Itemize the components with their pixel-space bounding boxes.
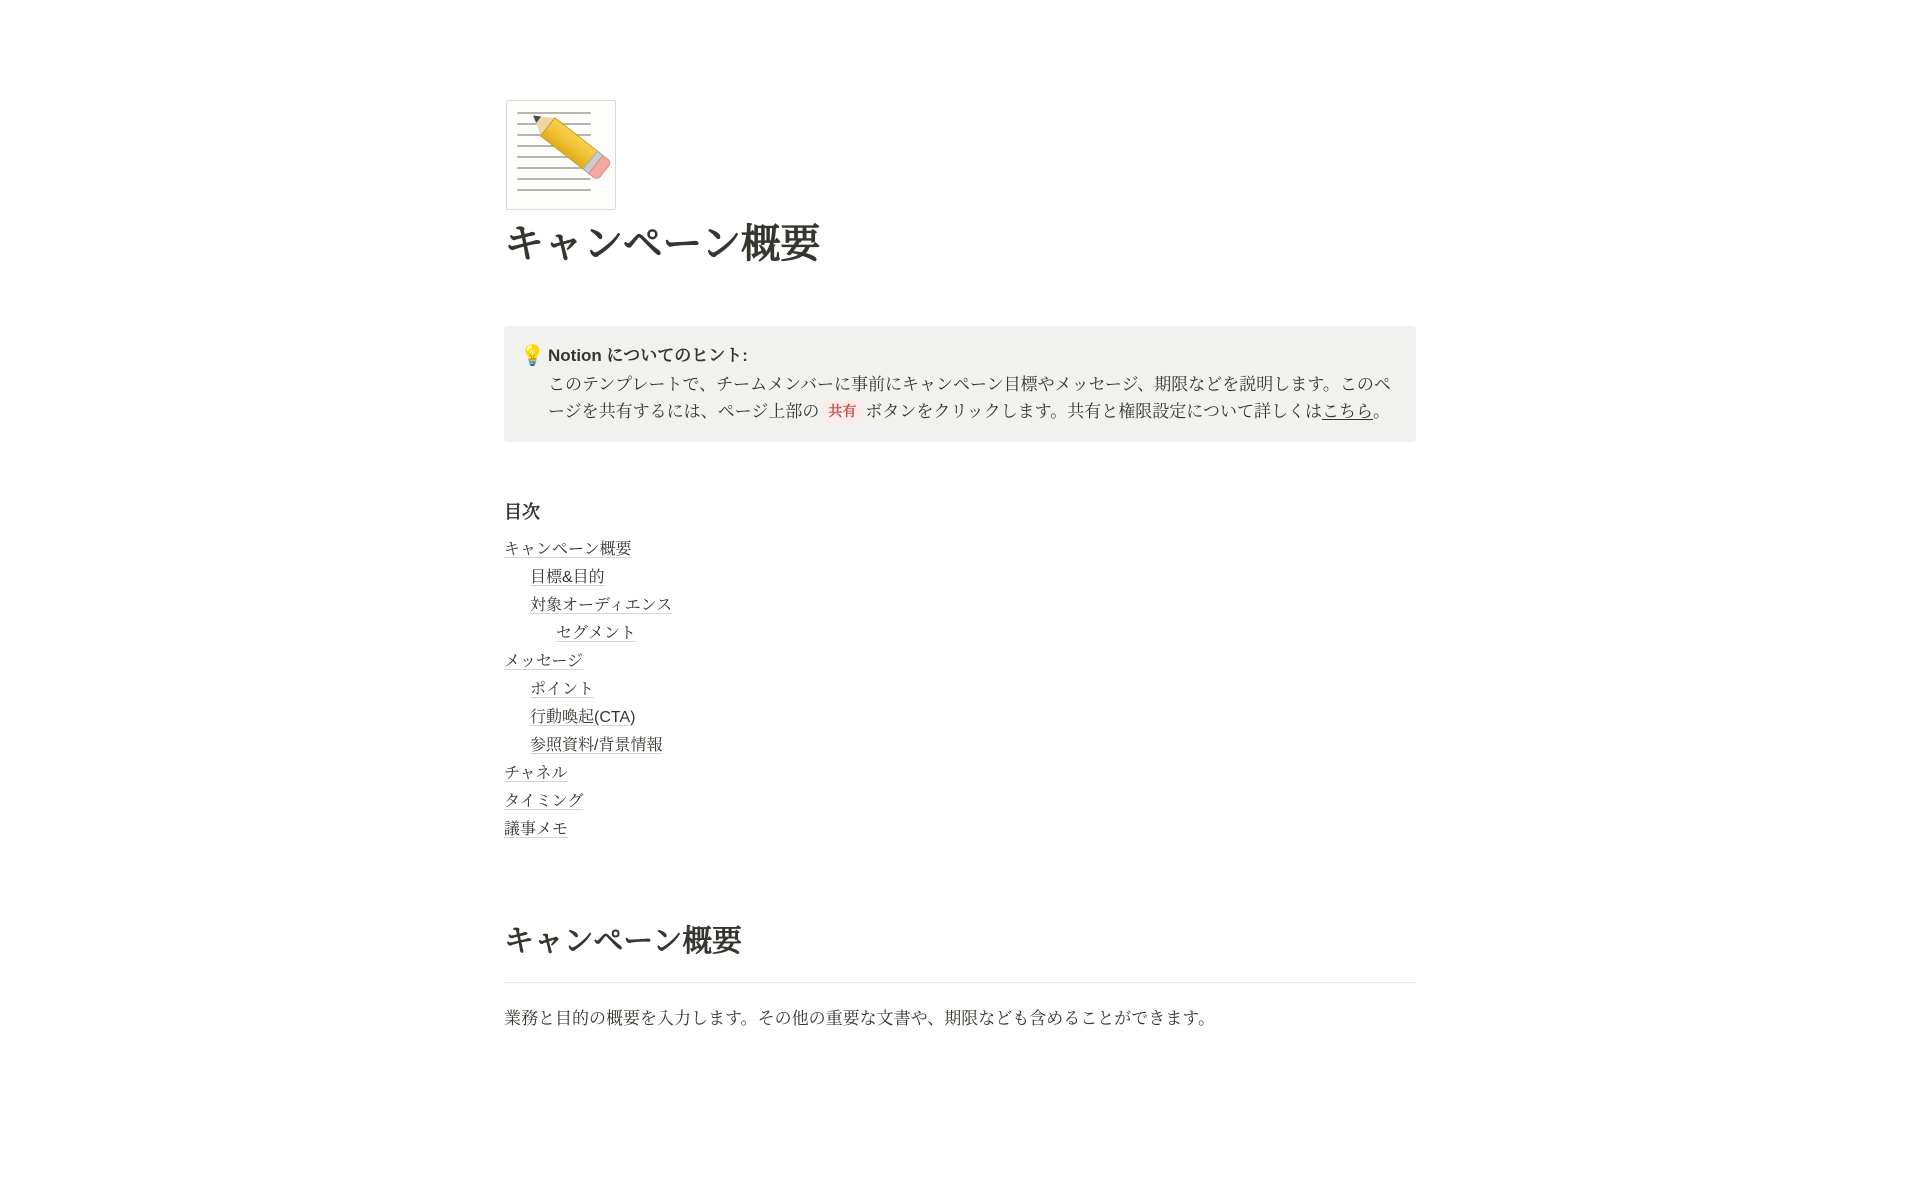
callout-heading: Notion についてのヒント: bbox=[548, 346, 748, 365]
notion-tip-callout bbox=[504, 326, 1416, 442]
page-title: キャンペーン概要 bbox=[504, 222, 820, 266]
toc-heading: 目次 bbox=[504, 501, 540, 522]
toc-item-cta[interactable]: 行動喚起(CTA) bbox=[530, 708, 636, 726]
toc-item-meeting-notes[interactable]: 議事メモ bbox=[504, 820, 569, 838]
callout-text-2: ボタンをクリックします。共有と権限設定について詳しくは bbox=[865, 402, 1322, 422]
section-divider bbox=[504, 982, 1416, 983]
callout-text-1: このテンプレートで、チームメンバーに事前にキャンペーン目標やメッセージ、期限などを説明します。このページを共有するには、ページ上部の bbox=[548, 374, 1391, 422]
section-paragraph: 業務と目的の概要を入力します。その他の重要な文書や、期限なども含めることができます。 bbox=[504, 1008, 1215, 1028]
toc-item-references[interactable]: 参照資料/背景情報 bbox=[530, 736, 663, 754]
toc-item-points[interactable]: ポイント bbox=[530, 680, 595, 698]
callout-body bbox=[548, 342, 1400, 426]
toc-item-message[interactable]: メッセージ bbox=[504, 652, 584, 670]
toc-item-target-audience[interactable]: 対象オーディエンス bbox=[530, 596, 673, 614]
lightbulb-icon: 💡 bbox=[520, 343, 545, 367]
memo-pencil-icon[interactable] bbox=[506, 100, 616, 210]
page-content bbox=[504, 0, 1416, 1032]
table-of-contents bbox=[504, 536, 1416, 844]
toc-item-segment[interactable]: セグメント bbox=[556, 624, 636, 642]
toc-item-channels[interactable]: チャネル bbox=[504, 764, 568, 782]
toc-item-timing[interactable]: タイミング bbox=[504, 792, 584, 810]
section-heading-campaign-overview: キャンペーン概要 bbox=[504, 924, 742, 958]
toc-item-campaign-overview[interactable]: キャンペーン概要 bbox=[504, 540, 632, 558]
toc-item-goals-objectives[interactable]: 目標&目的 bbox=[530, 568, 605, 586]
share-button-chip[interactable]: 共有 bbox=[822, 399, 862, 424]
callout-text-3: 。 bbox=[1372, 402, 1390, 422]
help-link[interactable]: こちら bbox=[1321, 402, 1373, 422]
